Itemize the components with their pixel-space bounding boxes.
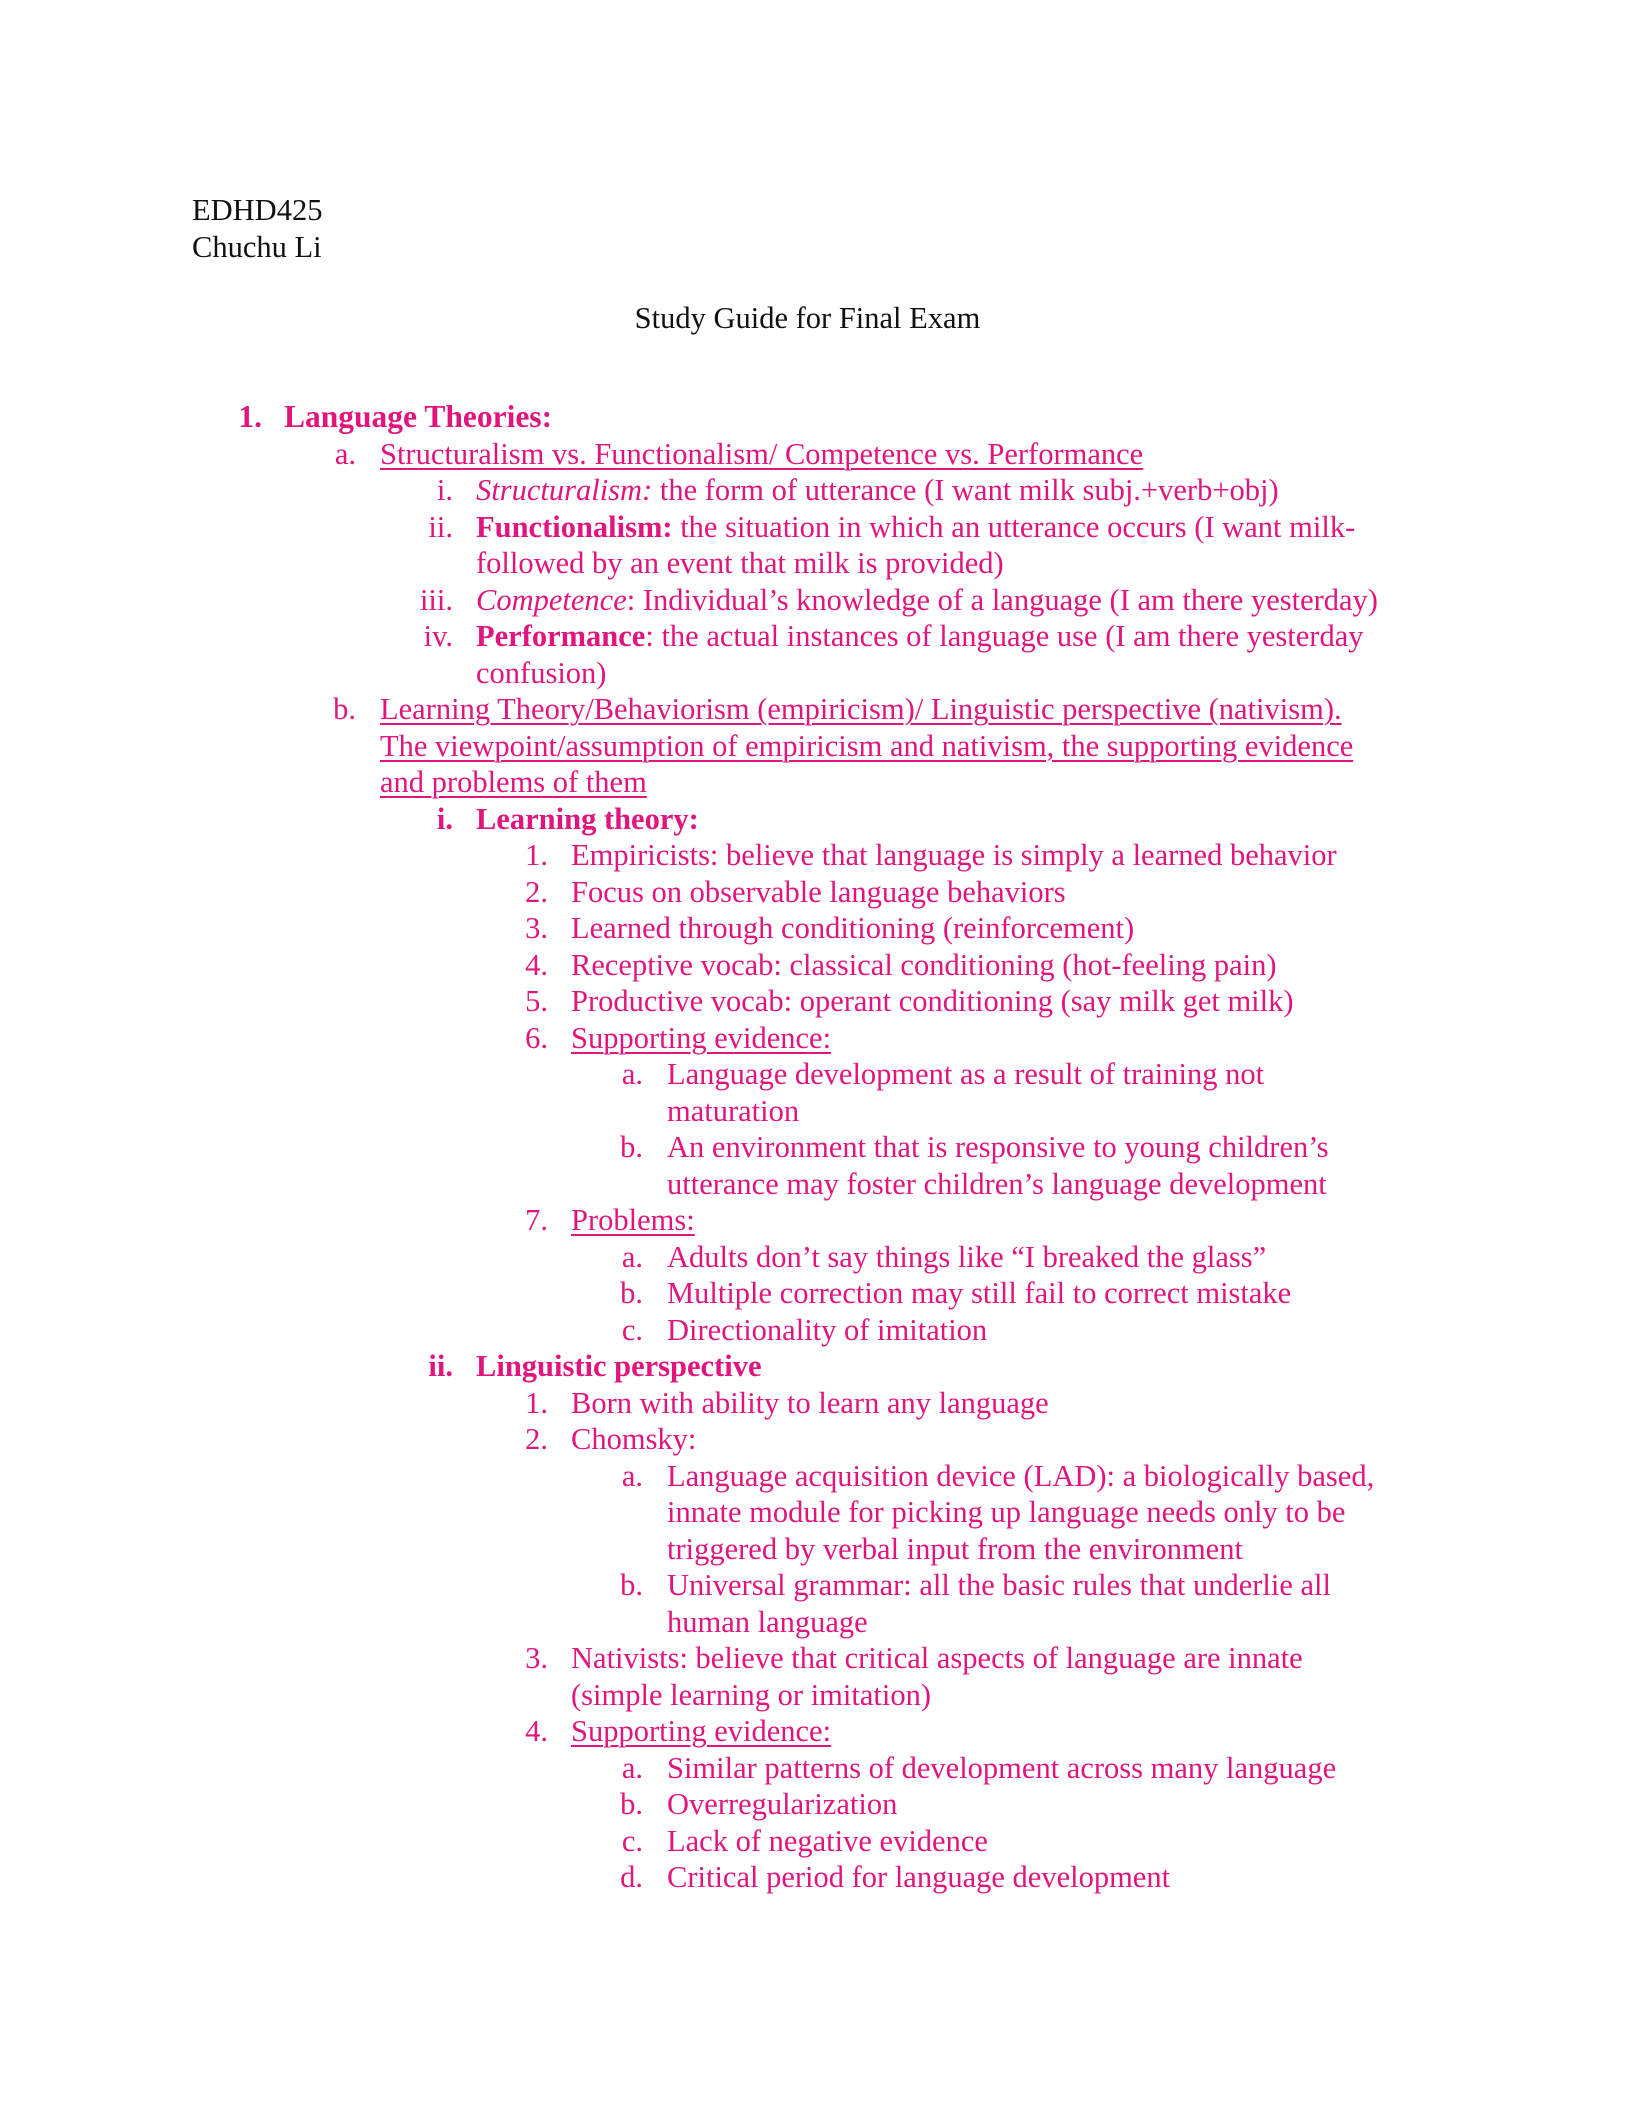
outline-text-line (667, 1859, 1170, 1896)
outline-text-line (571, 1677, 931, 1714)
outline-text-line (571, 874, 1066, 911)
list-marker: b. (620, 1276, 643, 1310)
list-marker: a. (621, 1239, 643, 1274)
text-segment: Supporting evidence: (571, 1020, 832, 1055)
outline-text-line (667, 1239, 1266, 1276)
outline-text-line (667, 1093, 799, 1130)
text-segment: confusion) (476, 655, 607, 690)
text-segment: human language (667, 1604, 868, 1639)
outline-text-line (476, 582, 1378, 619)
list-marker: 1. (525, 838, 548, 872)
text-segment: Learning Theory/Behaviorism (empiricism)/ Linguistic perspective (nativism). (380, 692, 1342, 726)
outline-text-line (284, 399, 552, 436)
outline-text-line (667, 1312, 987, 1349)
text-segment: Learning theory: (476, 801, 699, 836)
list-marker: iv. (423, 619, 453, 653)
outline-text-line (667, 1458, 1374, 1495)
list-marker: b. (620, 1787, 643, 1821)
outline-text-line (476, 618, 1363, 655)
outline-text-line (667, 1056, 1264, 1093)
list-marker: i. (436, 801, 453, 836)
list-marker: b. (620, 1130, 643, 1164)
text-segment: Directionality of imitation (667, 1312, 988, 1347)
outline-text-line (667, 1494, 1345, 1531)
list-marker: ii. (428, 509, 453, 544)
author-name: Chuchu Li (192, 230, 322, 264)
outline-text-line (667, 1129, 1329, 1166)
text-segment: Lack of negative evidence (667, 1823, 988, 1858)
text-segment: Language development as a result of training not (667, 1057, 1265, 1091)
list-marker: a. (621, 1057, 643, 1091)
text-segment: Performance (476, 619, 646, 653)
list-marker: 1. (525, 1385, 548, 1420)
outline-text-line (476, 801, 699, 838)
outline-text-line (667, 1531, 1243, 1568)
text-segment: Adults don’t say things like “I breaked the glass” (667, 1239, 1267, 1274)
list-marker: b. (620, 1568, 643, 1602)
outline-text-line (571, 837, 1337, 874)
text-segment: the form of utterance (I want milk subj.+verb+obj) (652, 473, 1279, 507)
text-segment: Critical period for language development (667, 1860, 1171, 1894)
outline-text-line (571, 983, 1294, 1020)
text-segment: Chomsky: (571, 1422, 697, 1456)
text-segment: The viewpoint/assumption of empiricism and nativism, the supporting evidence (380, 728, 1354, 763)
text-segment: An environment that is responsive to young children’s (667, 1130, 1329, 1164)
outline-text-line (380, 436, 1143, 473)
course-code: EDHD425 (192, 193, 323, 227)
text-segment: Language acquisition device (LAD): a biologically based, (667, 1458, 1375, 1493)
outline-text-line (667, 1604, 868, 1641)
text-segment: utterance may foster children’s language development (667, 1166, 1327, 1201)
text-segment: Overregularization (667, 1787, 898, 1821)
text-segment: Linguistic perspective (476, 1349, 762, 1383)
outline-text-line (476, 472, 1279, 509)
outline-text-line (667, 1750, 1336, 1787)
text-segment: followed by an event that milk is provided) (476, 546, 1004, 580)
text-segment: : the actual instances of language use (I am there yesterday (645, 619, 1364, 653)
outline-text-line (380, 764, 647, 801)
outline-text-line (571, 1385, 1049, 1422)
list-marker: i. (436, 473, 453, 507)
text-segment: the situation in which an utterance occurs (I want milk- (672, 509, 1356, 544)
list-marker: a. (621, 1458, 643, 1493)
list-marker: 2. (525, 1422, 548, 1456)
text-segment: Focus on observable language behaviors (571, 874, 1066, 909)
list-marker: c. (621, 1823, 643, 1858)
text-segment: Empiricists: believe that language is simply a learned behavior (571, 838, 1337, 872)
list-marker: 2. (525, 874, 548, 909)
outline-text-line (571, 1421, 696, 1458)
text-segment: Productive vocab: operant conditioning (say milk get milk) (571, 984, 1294, 1018)
outline-text-line (380, 691, 1342, 728)
text-segment: : Individual’s knowledge of a language (I am there yesterday) (626, 582, 1378, 617)
list-marker: b. (333, 692, 356, 726)
outline-text-line (380, 728, 1353, 765)
outline-text-line (667, 1166, 1327, 1203)
text-segment: Language Theories: (284, 399, 553, 434)
list-marker: ii. (428, 1349, 453, 1383)
outline-text-line (667, 1567, 1331, 1604)
text-segment: Similar patterns of development across many language (667, 1750, 1337, 1785)
list-marker: a. (621, 1750, 643, 1785)
text-segment: (simple learning or imitation) (571, 1677, 931, 1712)
outline-text-line (571, 1020, 831, 1057)
text-segment: innate module for picking up language needs only to be (667, 1495, 1346, 1529)
list-marker: d. (620, 1860, 643, 1894)
text-segment: triggered by verbal input from the environment (667, 1531, 1243, 1566)
text-segment: Competence (476, 582, 627, 617)
outline-text-line (667, 1275, 1291, 1312)
list-marker: 3. (525, 1641, 548, 1675)
text-segment: Receptive vocab: classical conditioning (hot-feeling pain) (571, 947, 1277, 982)
text-segment: Nativists: believe that critical aspects of language are innate (571, 1641, 1303, 1675)
text-segment: Learned through conditioning (reinforcement) (571, 911, 1135, 945)
list-marker: a. (334, 436, 356, 471)
outline-text-line (667, 1823, 988, 1860)
outline-text-line (571, 947, 1277, 984)
text-segment: and problems of them (380, 765, 647, 799)
text-segment: Born with ability to learn any language (571, 1385, 1049, 1420)
outline-text-line (476, 1348, 762, 1385)
list-marker: c. (621, 1312, 643, 1347)
text-segment: Supporting evidence: (571, 1714, 832, 1748)
outline-text-line (476, 655, 606, 692)
outline-text-line (571, 1713, 831, 1750)
list-marker: 3. (525, 911, 548, 945)
list-marker: 1. (238, 399, 262, 434)
outline-text-line (476, 509, 1355, 546)
text-segment: Structuralism vs. Functionalism/ Competence vs. Performance (380, 436, 1144, 471)
text-segment: Structuralism: (476, 473, 653, 507)
list-marker: 6. (525, 1020, 548, 1055)
text-segment: Functionalism: (476, 509, 673, 544)
outline-text-line (571, 910, 1134, 947)
list-marker: 4. (525, 1714, 548, 1748)
text-segment: Problems: (571, 1203, 695, 1237)
outline-text-line (571, 1202, 695, 1239)
text-segment: maturation (667, 1093, 800, 1128)
list-marker: 4. (525, 947, 548, 982)
outline-text-line (571, 1640, 1303, 1677)
outline-text-line (667, 1786, 897, 1823)
outline-text-line (476, 545, 1004, 582)
document-title: Study Guide for Final Exam (634, 301, 981, 335)
text-segment: Multiple correction may still fail to correct mistake (667, 1276, 1292, 1310)
list-marker: iii. (419, 582, 453, 617)
list-marker: 5. (525, 984, 548, 1018)
text-segment: Universal grammar: all the basic rules that underlie all (667, 1568, 1331, 1602)
list-marker: 7. (525, 1203, 548, 1237)
